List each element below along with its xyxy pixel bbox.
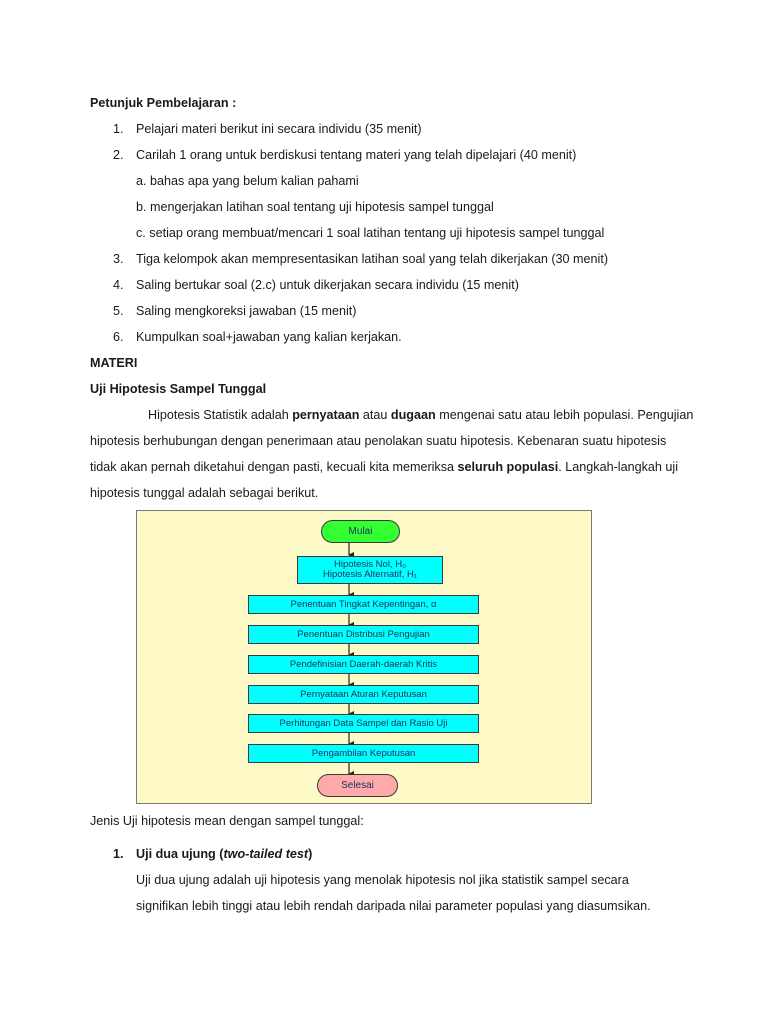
flow-end: Selesai (317, 774, 398, 797)
jenis-intro: Jenis Uji hipotesis mean dengan sampel tunggal: (90, 814, 364, 828)
item-text: Tiga kelompok akan mempresentasikan latihan soal yang telah dikerjakan (30 menit) (136, 252, 609, 266)
hypothesis-flowchart (136, 510, 592, 804)
flow-step-critical-region: Pendefinisian Daerah-daerah Kritis (248, 655, 479, 674)
text-run: atau (359, 408, 391, 422)
instruction-subitem-a: a. bahas apa yang belum kalian pahami (136, 174, 359, 188)
item-text (136, 846, 312, 862)
item-text: Saling mengkoreksi jawaban (15 menit) (136, 304, 357, 318)
flow-step-significance: Penentuan Tingkat Kepentingan, α (248, 595, 479, 614)
text-run: . Langkah-langkah uji (558, 460, 679, 474)
item-text: Saling bertukar soal (2.c) untuk dikerjakan secara individu (15 menit) (136, 278, 519, 292)
materi-subheading: Uji Hipotesis Sampel Tunggal (90, 382, 267, 396)
bold-term: pernyataan (292, 408, 360, 422)
materi-heading: MATERI (90, 356, 138, 370)
null-hypothesis-label: Hipotesis Nol, H₀ (333, 559, 407, 570)
text-run: tidak akan pernah diketahui dengan pasti, kecuali kita memeriksa (90, 460, 458, 474)
item-number: 1. (113, 847, 124, 861)
flow-step-decision: Pengambilan Keputusan (248, 744, 479, 763)
item-number: 5. (113, 304, 124, 318)
item-number: 3. (113, 252, 124, 266)
flow-step-decision-rule: Pernyataan Aturan Keputusan (248, 685, 479, 704)
paragraph-line-3 (90, 459, 678, 475)
item-number: 1. (113, 122, 124, 136)
alt-hypothesis-label: Hipotesis Alternatif, H₁ (322, 569, 418, 580)
text-run: mengenai satu atau lebih populasi. Pengujian (435, 408, 694, 422)
instructions-heading: Petunjuk Pembelajaran : (90, 96, 237, 110)
text-run: Hipotesis Statistik adalah (148, 408, 293, 422)
jenis-desc-line-2: signifikan lebih tinggi atau lebih rendah daripada nilai parameter populasi yang diasumsikan. (136, 899, 651, 913)
text-run: Uji dua ujung ( (136, 847, 224, 861)
instruction-subitem-c: c. setiap orang membuat/mencari 1 soal latihan tentang uji hipotesis sampel tunggal (136, 226, 605, 240)
flow-hypothesis (297, 556, 443, 584)
flow-start: Mulai (321, 520, 400, 543)
bold-term: dugaan (390, 408, 436, 422)
item-text: Pelajari materi berikut ini secara individu (35 menit) (136, 122, 422, 136)
jenis-desc-line-1: Uji dua ujung adalah uji hipotesis yang menolak hipotesis nol jika statistik sampel secara (136, 873, 629, 887)
instruction-subitem-b: b. mengerjakan latihan soal tentang uji hipotesis sampel tunggal (136, 200, 494, 214)
item-number: 4. (113, 278, 124, 292)
paragraph-line-2: hipotesis berhubungan dengan penerimaan atau penolakan suatu hipotesis. Kebenaran suatu hipotesis (90, 434, 667, 448)
flow-step-computation: Perhitungan Data Sampel dan Rasio Uji (248, 714, 479, 733)
item-number: 6. (113, 330, 124, 344)
text-run: ) (308, 847, 313, 861)
italic-term: two-tailed test (223, 847, 309, 861)
item-number: 2. (113, 148, 124, 162)
bold-term: seluruh populasi (457, 460, 559, 474)
flow-step-distribution: Penentuan Distribusi Pengujian (248, 625, 479, 644)
paragraph-line-1 (148, 407, 693, 423)
item-text: Carilah 1 orang untuk berdiskusi tentang materi yang telah dipelajari (40 menit) (136, 148, 577, 162)
item-text: Kumpulkan soal+jawaban yang kalian kerjakan. (136, 330, 402, 344)
paragraph-line-4: hipotesis tunggal adalah sebagai berikut. (90, 486, 319, 500)
